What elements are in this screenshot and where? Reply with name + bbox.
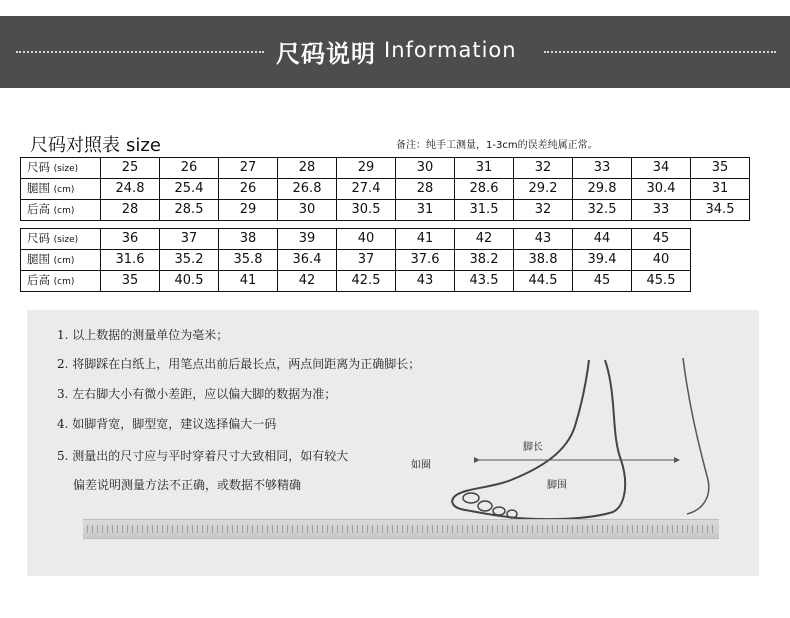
size-chart-title [30,131,161,157]
row-header [21,179,101,200]
row-unit: (cm) [53,256,75,266]
banner-title-en: Information [384,38,517,62]
table-cell: 37.6 [396,250,455,271]
table-cell: 45 [632,229,691,250]
guide-line-3: 3. 左右脚大小有微小差距，应以偏大脚的数据为准； [57,387,337,401]
table-cell: 35 [101,271,160,292]
table-cell: 29.2 [514,179,573,200]
row-header [21,158,101,179]
table-cell: 27 [219,158,278,179]
table-cell: 35.8 [219,250,278,271]
size-chart-title-cn: 尺码对照表 [30,135,120,156]
header-banner [0,16,790,88]
table-cell: 25.4 [160,179,219,200]
banner-title-cn: 尺码说明 [276,40,376,68]
table-cell: 30.4 [632,179,691,200]
table-cell: 44.5 [514,271,573,292]
size-chart-title-en: size [126,135,161,156]
table-cell: 26 [219,179,278,200]
table-cell: 31 [455,158,514,179]
table-cell: 38.2 [455,250,514,271]
table-cell: 40 [632,250,691,271]
table-cell: 27.4 [337,179,396,200]
table-cell: 32 [514,200,573,221]
banner-divider-right [544,51,776,53]
row-label: 尺码 [27,160,50,174]
table-cell: 40.5 [160,271,219,292]
measurement-guide [27,310,759,576]
table-cell: 30 [396,158,455,179]
table-row [21,271,691,292]
table-row [21,200,750,221]
table-row [21,229,691,250]
table-cell: 31 [691,179,750,200]
row-unit: (size) [53,164,79,174]
table-cell: 35.2 [160,250,219,271]
table-cell: 43 [396,271,455,292]
table-cell: 37 [160,229,219,250]
row-header [21,250,101,271]
foot-length-label: 脚长 [523,442,543,453]
guide-line-2: 2. 将脚踩在白纸上，用笔点出前后最长点，两点间距离为正确脚长； [57,357,421,371]
table-cell: 42 [455,229,514,250]
table-cell: 45 [573,271,632,292]
foot-girth-label: 脚围 [547,480,567,491]
table-cell: 37 [337,250,396,271]
table-cell: 33 [573,158,632,179]
table-row [21,250,691,271]
row-unit: (cm) [53,277,75,287]
row-unit: (cm) [53,185,75,195]
table-row [21,158,750,179]
table-cell: 45.5 [632,271,691,292]
instep-label: 如圈 [411,460,431,471]
table-cell: 34 [632,158,691,179]
row-header [21,271,101,292]
table-cell: 36.4 [278,250,337,271]
banner-divider-left [16,51,264,53]
table-cell: 30.5 [337,200,396,221]
row-label: 尺码 [27,231,50,245]
table-cell: 28.5 [160,200,219,221]
table-cell: 38.8 [514,250,573,271]
table-row [21,179,750,200]
table-cell: 44 [573,229,632,250]
row-label: 后高 [27,202,50,216]
table-cell: 29.8 [573,179,632,200]
foot-outline-illustration [437,356,737,526]
table-cell: 28 [278,158,337,179]
table-cell: 38 [219,229,278,250]
row-label: 后高 [27,273,50,287]
table-cell: 39.4 [573,250,632,271]
table-cell: 29 [337,158,396,179]
size-table-2 [20,228,691,292]
guide-line-1: 1. 以上数据的测量单位为毫米； [57,328,229,342]
table-cell: 35 [691,158,750,179]
table-cell: 33 [632,200,691,221]
row-label: 腿围 [27,252,50,266]
guide-line-6: 偏差说明测量方法不正确，或数据不够精确 [73,478,302,492]
table-cell: 26 [160,158,219,179]
table-cell: 25 [101,158,160,179]
row-unit: (size) [53,235,79,245]
table-cell: 41 [396,229,455,250]
row-label: 腿围 [27,181,50,195]
row-header [21,229,101,250]
table-cell: 24.8 [101,179,160,200]
table-cell: 42.5 [337,271,396,292]
table-cell: 28 [396,179,455,200]
row-header [21,200,101,221]
row-unit: (cm) [53,206,75,216]
ruler [83,519,719,539]
measurement-note: 备注：纯手工测量，1-3cm的误差纯属正常。 [396,140,598,151]
guide-line-4: 4. 如脚背宽，脚型宽，建议选择偏大一码 [57,417,277,431]
table-cell: 36 [101,229,160,250]
table-cell: 32 [514,158,573,179]
size-table-1 [20,157,750,221]
table-cell: 32.5 [573,200,632,221]
table-cell: 31 [396,200,455,221]
table-cell: 30 [278,200,337,221]
table-cell: 42 [278,271,337,292]
table-cell: 34.5 [691,200,750,221]
table-cell: 28.6 [455,179,514,200]
table-cell: 28 [101,200,160,221]
table-cell: 31.6 [101,250,160,271]
table-cell: 39 [278,229,337,250]
table-cell: 43 [514,229,573,250]
guide-line-5: 5. 测量出的尺寸应与平时穿着尺寸大致相同，如有较大 [57,449,349,463]
table-cell: 26.8 [278,179,337,200]
table-cell: 43.5 [455,271,514,292]
table-cell: 41 [219,271,278,292]
table-cell: 29 [219,200,278,221]
table-cell: 31.5 [455,200,514,221]
table-cell: 40 [337,229,396,250]
